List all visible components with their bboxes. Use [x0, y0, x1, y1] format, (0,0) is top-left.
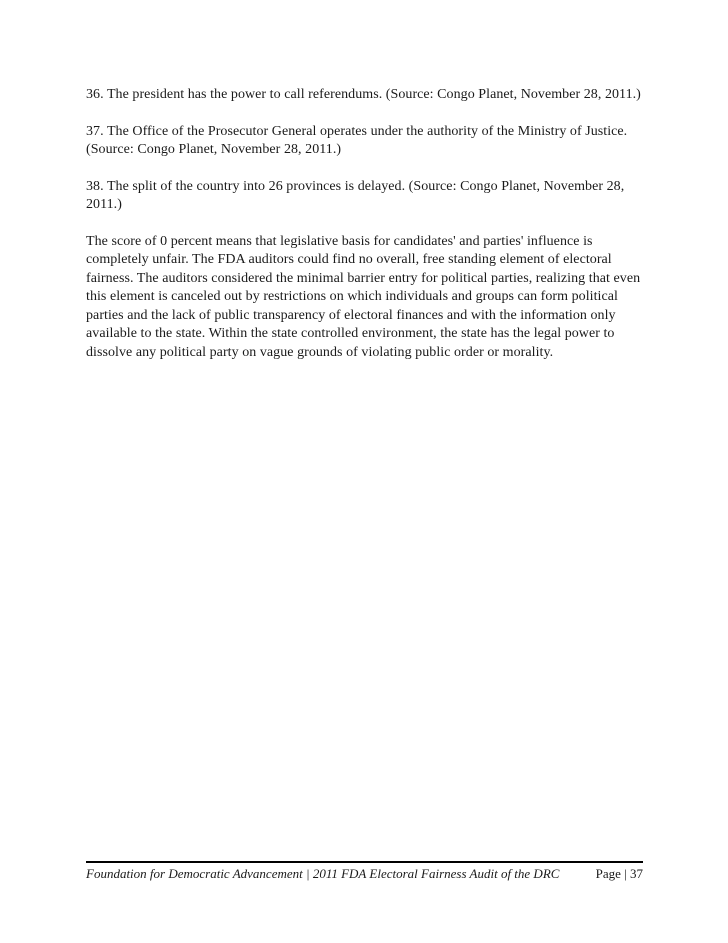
- paragraph-score-summary: The score of 0 percent means that legislative basis for candidates' and parties' influence is completely unfair. The FDA auditors could find no overall, free standing element of electoral fairness. The auditors considered the minimal barrier entry for political parties, realizing that even this element is canceled out by restrictions on which individuals and groups can form political parties and the lack of public transparency of electoral finances and with the information only available to the state. Within the state controlled environment, the state has the legal power to dissolve any political party on vague grounds of violating public order or morality.: [86, 233, 641, 360]
- footer-divider: [86, 861, 643, 863]
- page-number: Page | 37: [595, 866, 643, 881]
- footer-title: Foundation for Democratic Advancement | 2011 FDA Electoral Fairness Audit of the DRC: [86, 866, 560, 881]
- paragraph-item-37: 37. The Office of the Prosecutor General operates under the authority of the Ministry of Justice. (Source: Congo Planet, November 28, 2011.): [86, 123, 628, 157]
- paragraph-item-36: 36. The president has the power to call referendums. (Source: Congo Planet, November 28, 2011.): [86, 87, 641, 102]
- page-footer: [86, 866, 643, 882]
- body-content: [86, 86, 646, 380]
- paragraph-item-38: 38. The split of the country into 26 provinces is delayed. (Source: Congo Planet, November 28, 2011.): [86, 178, 625, 212]
